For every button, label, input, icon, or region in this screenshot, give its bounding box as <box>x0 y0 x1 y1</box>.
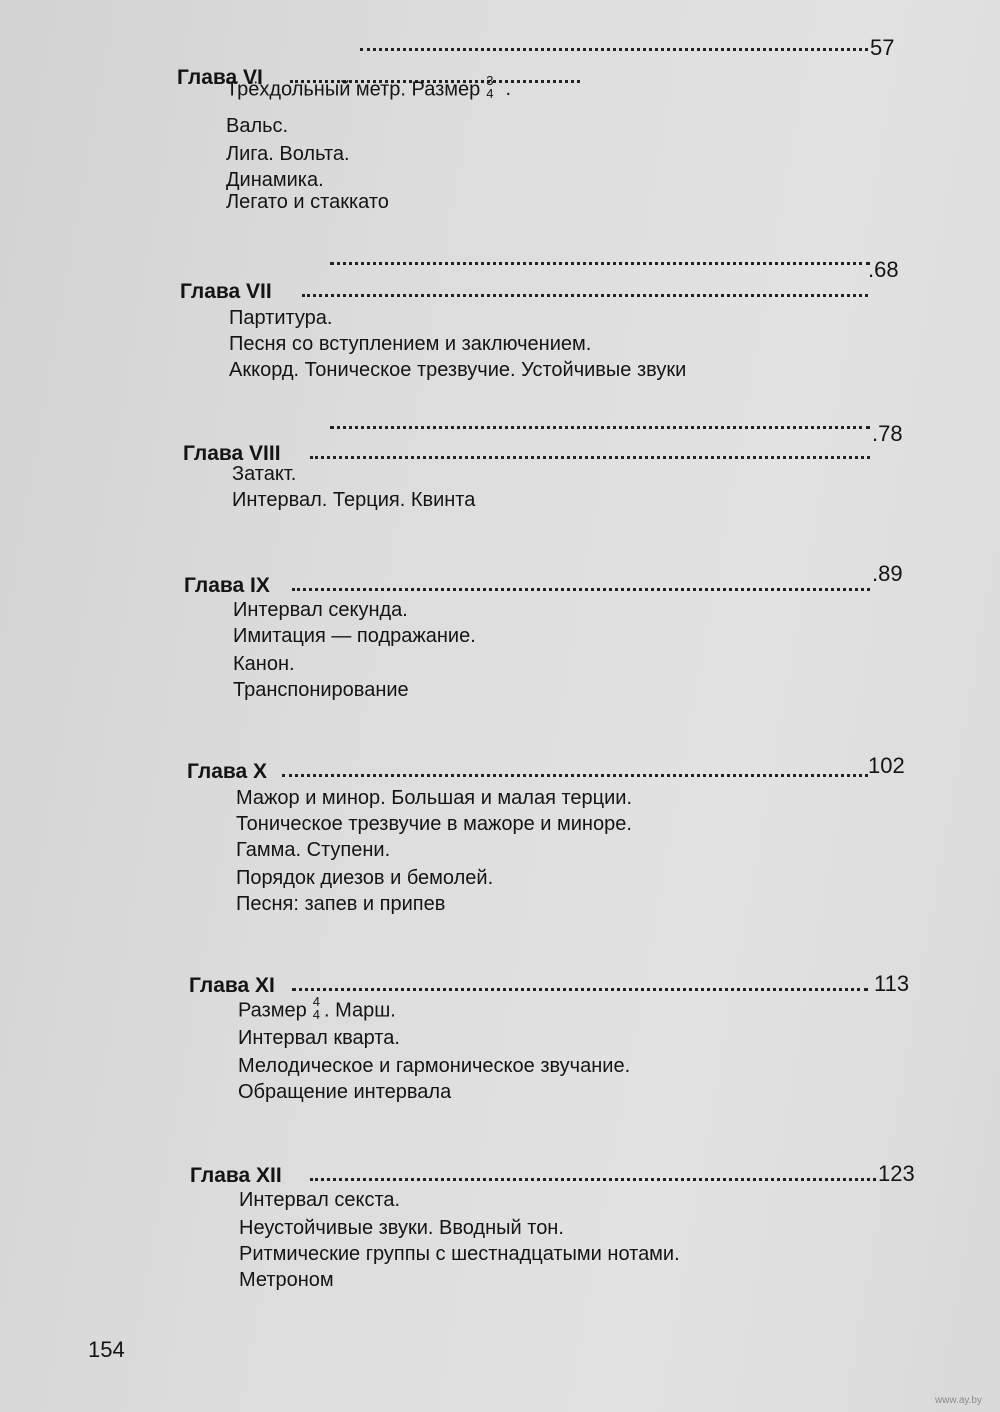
chapter-item: Интервал секста. <box>239 1189 401 1211</box>
chapter-item: Вальс. <box>226 115 289 137</box>
dot-leader <box>302 292 868 297</box>
chapter-item: Обращение интервала <box>238 1081 452 1103</box>
chapter-page: .78 <box>872 421 903 446</box>
chapter-item: Лига. Вольта. <box>226 143 350 165</box>
chapter-item: Транспонирование <box>233 679 409 701</box>
top-entry-page: 57 <box>870 35 895 60</box>
dot-leader <box>360 46 868 51</box>
chapter-item: Легато и стаккато <box>226 191 389 213</box>
chapter-item: Песня: запев и припев <box>236 893 446 915</box>
chapter-item: Ритмические группы с шестнадцатыми нотами. <box>239 1243 680 1265</box>
chapter-item: Метроном <box>239 1269 334 1291</box>
chapter-title: Глава XI <box>189 974 275 997</box>
chapter-item: Мажор и минор. Большая и малая терции. <box>236 787 633 809</box>
top-entry <box>0 34 1000 66</box>
chapter-item: Неустойчивые звуки. Вводный тон. <box>239 1217 564 1239</box>
chapter-page: 123 <box>878 1161 915 1186</box>
chapter-item: Трёхдольный метр. Размер 3 4 . <box>226 73 512 101</box>
chapter-title: Глава IX <box>184 574 270 597</box>
chapter-item: Гамма. Ступени. <box>236 839 391 861</box>
chapter-item: Канон. <box>233 653 295 675</box>
page-number: 154 <box>88 1337 125 1362</box>
dot-leader <box>330 424 870 429</box>
dot-leader <box>310 454 870 459</box>
chapter-title: Глава VI <box>177 66 263 89</box>
chapter-item: Имитация — подражание. <box>233 625 476 647</box>
dot-leader <box>292 986 868 991</box>
chapter-page: .68 <box>868 257 899 282</box>
time-signature: 3 4 <box>486 73 494 101</box>
chapter-page: 102 <box>868 753 905 778</box>
chapter-item: Интервал секунда. <box>233 599 408 621</box>
chapter-item: Партитура. <box>229 307 333 329</box>
time-signature: 4 4 <box>312 994 320 1022</box>
chapter-item: Мелодическое и гармоническое звучание. <box>238 1055 631 1077</box>
chapter-item: Размер 4 4 . Марш. <box>238 994 396 1022</box>
chapter-title: Глава VIII <box>183 442 281 465</box>
dot-leader <box>292 586 870 591</box>
chapter-page: .89 <box>872 561 903 586</box>
dot-leader <box>310 1176 876 1181</box>
chapter-item: Тоническое трезвучие в мажоре и миноре. <box>236 813 632 835</box>
chapter-item: Аккорд. Тоническое трезвучие. Устойчивые звуки <box>229 359 687 381</box>
dot-leader <box>282 772 868 777</box>
chapter-item: Порядок диезов и бемолей. <box>236 867 494 889</box>
chapter-item: Затакт. <box>232 463 297 485</box>
chapter-title: Глава XII <box>190 1164 282 1187</box>
chapter-item: Динамика. <box>226 169 324 191</box>
bleed-title <box>530 190 538 217</box>
chapter-item: Интервал. Терция. Квинта <box>232 489 476 511</box>
chapter-item: Песня со вступлением и заключением. <box>229 333 592 355</box>
dot-leader <box>330 260 870 265</box>
watermark: www.ay.by <box>934 1395 982 1406</box>
chapter-item: Интервал кварта. <box>238 1027 400 1049</box>
chapter-title: Глава VII <box>180 280 272 303</box>
chapter-page: 113 <box>874 971 910 996</box>
chapter-title: Глава X <box>187 760 268 783</box>
